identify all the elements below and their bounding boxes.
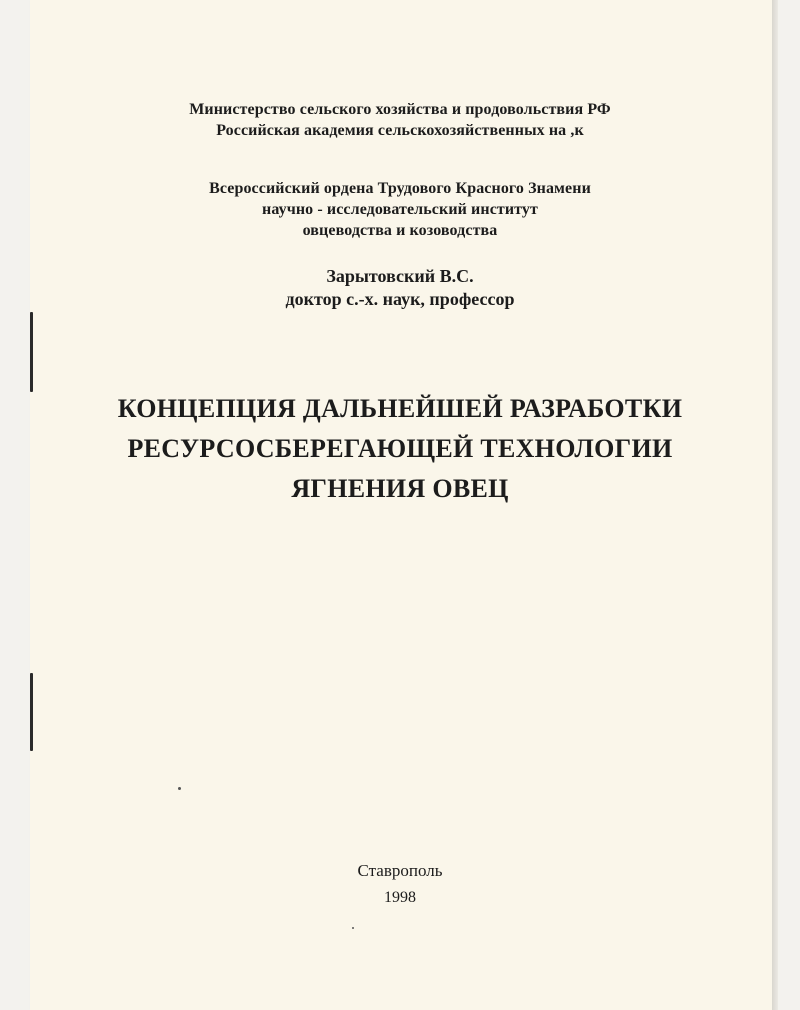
imprint-city: Ставрополь [357, 861, 443, 880]
institute-line-3: овцеводства и козоводства [302, 222, 498, 239]
paper-speck [352, 927, 354, 929]
staple-top [30, 312, 33, 392]
booklet-cover-page [30, 0, 772, 1010]
paper-speck [178, 787, 181, 790]
title-line-3: ЯГНЕНИЯ ОВЕЦ [291, 474, 509, 503]
page-edge [772, 0, 778, 1010]
institute-line-1: Всероссийский ордена Трудового Красного Знамени [209, 180, 591, 197]
author-degree: доктор с.-х. наук, профессор [285, 289, 515, 309]
ministry-line-2: Российская академия сельскохозяйственных на ,к [216, 122, 584, 139]
staple-bottom [30, 673, 33, 751]
institute-line-2: научно - исследовательский институт [262, 201, 538, 218]
author-name: Зарытовский В.С. [326, 266, 474, 286]
title-line-1: КОНЦЕПЦИЯ ДАЛЬНЕЙШЕЙ РАЗРАБОТКИ [117, 394, 683, 423]
imprint-year: 1998 [384, 889, 416, 906]
title-line-2: РЕСУРСОСБЕРЕГАЮЩЕЙ ТЕХНОЛОГИИ [127, 434, 673, 463]
ministry-line-1: Министерство сельского хозяйства и продовольствия РФ [189, 101, 611, 118]
